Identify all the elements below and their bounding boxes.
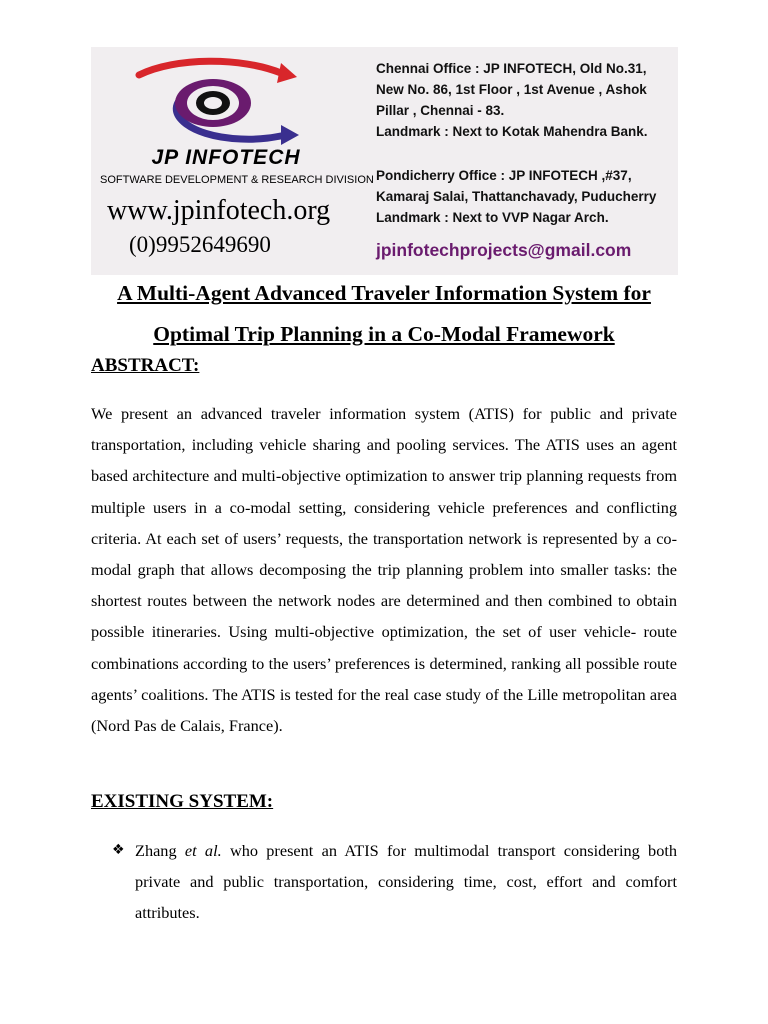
- jp-infotech-logo-icon: [131, 55, 301, 150]
- title-line-1: A Multi-Agent Advanced Traveler Information System for: [117, 281, 651, 305]
- abstract-heading: ABSTRACT:: [91, 355, 200, 376]
- document-title: [80, 273, 688, 354]
- pondicherry-address-line: Landmark : Next to VVP Nagar Arch.: [376, 210, 609, 225]
- pondicherry-address-line: Kamaraj Salai, Thattanchavady, Puducherry: [376, 189, 657, 204]
- phone-number: (0)9952649690: [129, 232, 271, 257]
- existing-system-heading: EXISTING SYSTEM:: [91, 791, 274, 812]
- list-item-text: [135, 835, 677, 928]
- title-line-2: Optimal Trip Planning in a Co-Modal Framework: [153, 321, 615, 346]
- chennai-address-line: Chennai Office : JP INFOTECH, Old No.31,: [376, 61, 647, 76]
- pondicherry-office-address: [376, 165, 656, 228]
- chennai-address-line: New No. 86, 1st Floor , 1st Avenue , Ashok: [376, 82, 647, 97]
- logo-text: JP INFOTECH: [151, 146, 301, 169]
- header-banner: [91, 47, 678, 275]
- diamond-bullet-icon: ❖: [112, 842, 125, 858]
- pondicherry-address-line: Pondicherry Office : JP INFOTECH ,#37,: [376, 168, 632, 183]
- email-link[interactable]: jpinfotechprojects@gmail.com: [376, 240, 632, 260]
- chennai-office-address: [376, 58, 648, 142]
- bullet-text-italic: et al.: [184, 841, 222, 860]
- bullet-text-after: who present an ATIS for multimodal transport considering both private and public transportation, considering time, cost, effort and comfort attributes.: [135, 841, 677, 922]
- abstract-paragraph: We present an advanced traveler information system (ATIS) for public and private transportation, including vehicle sharing and pooling services. The ATIS uses an agent based architecture and multi-objective optimization to answer trip planning requests from multiple users in a co-modal setting, considering vehicle preferences and conflicting criteria. At each set of users’ requests, the transportation network is represented by a co-modal graph that allows decomposing the trip planning problem into smaller tasks: the shortest routes between the network nodes are determined and then combined to obtain possible itineraries. Using multi-objective optimization, the set of user vehicle- route combinations according to the users’ preferences is determined, ranking all possible route agents’ coalitions. The ATIS is tested for the real case study of the Lille metropolitan area (Nord Pas de Calais, France).: [91, 404, 677, 736]
- chennai-address-line: Pillar , Chennai - 83.: [376, 103, 505, 118]
- chennai-address-line: Landmark : Next to Kotak Mahendra Bank.: [376, 124, 648, 139]
- division-label: SOFTWARE DEVELOPMENT & RESEARCH DIVISION: [100, 174, 374, 186]
- bullet-text-before: Zhang: [135, 841, 185, 860]
- website-link[interactable]: www.jpinfotech.org: [107, 195, 331, 226]
